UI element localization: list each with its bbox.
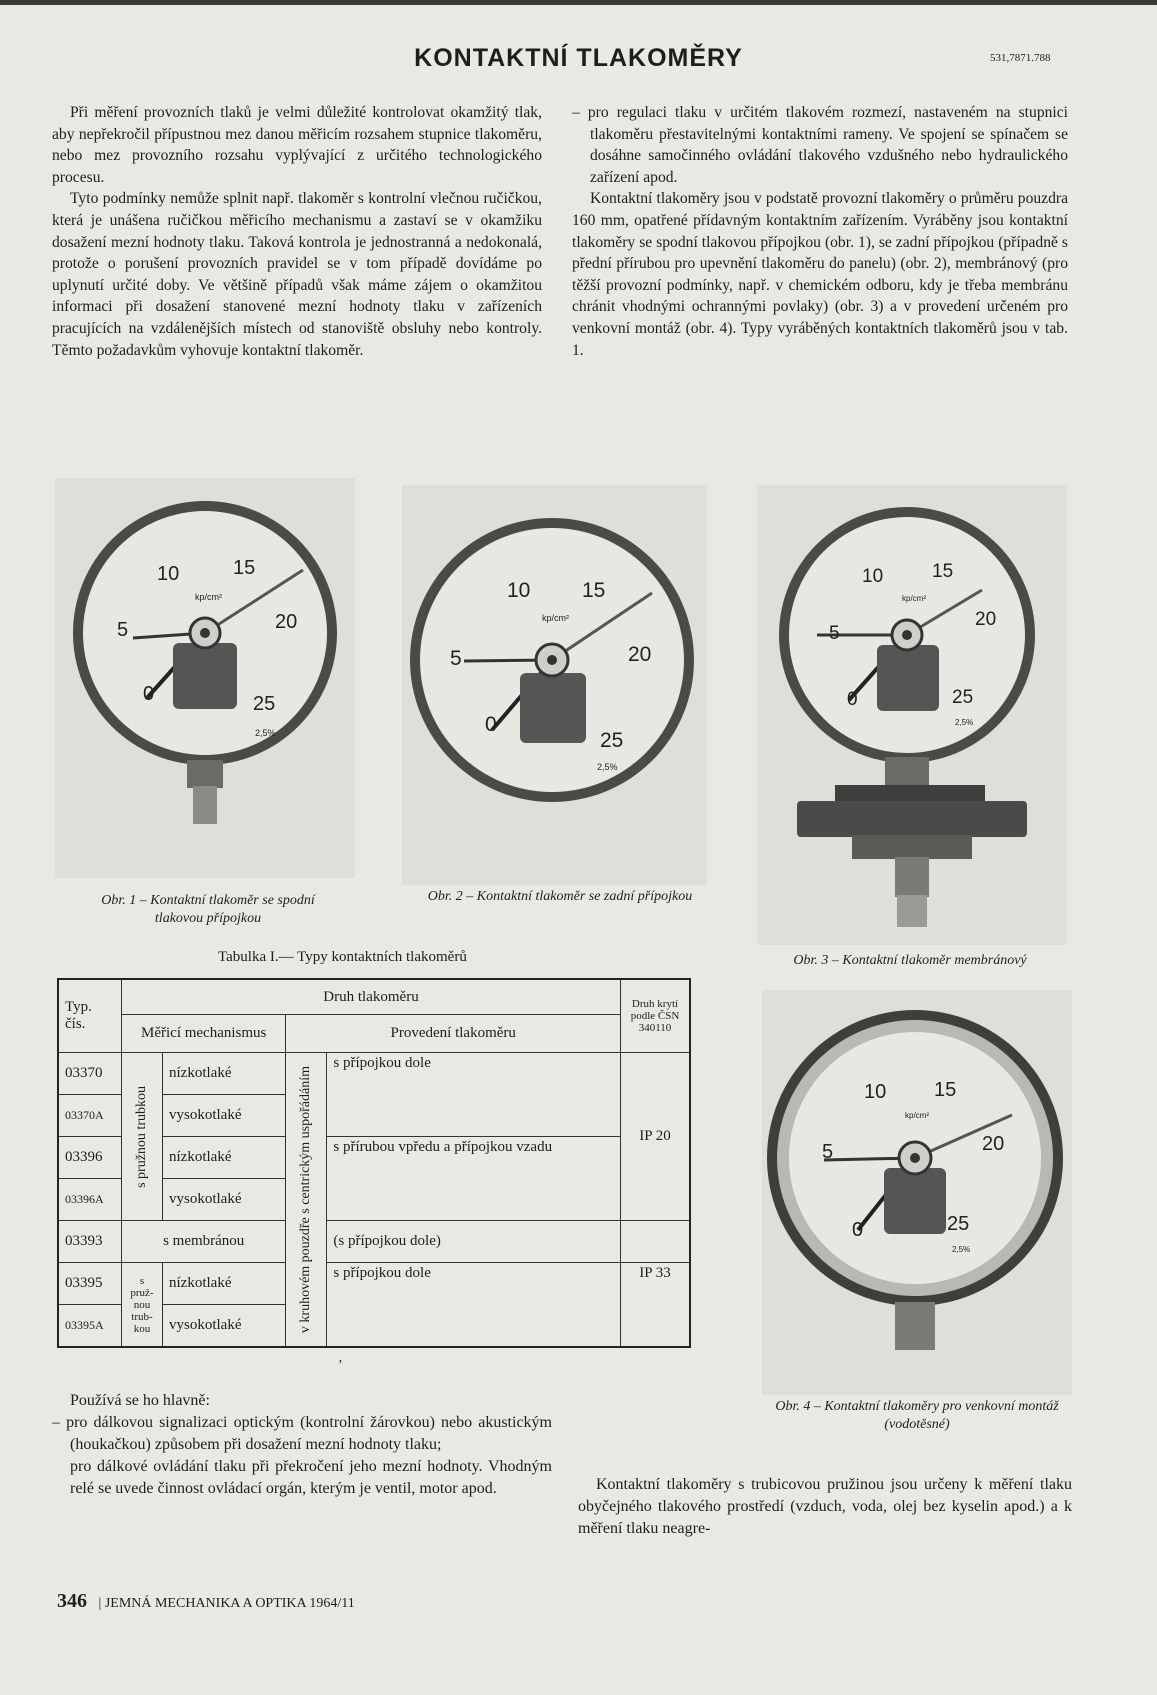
tick-label: 15 <box>932 561 954 582</box>
figure-3-caption: Obr. 3 – Kontaktní tlakoměr membránový <box>793 953 1027 968</box>
table-row-mech: nízkotlaké <box>163 1137 286 1179</box>
table-row-typ: 03395A <box>58 1305 122 1347</box>
table-row-typ: 03396 <box>58 1137 122 1179</box>
gauge-illustration <box>402 485 707 885</box>
unit-label: kp/cm² <box>542 613 569 623</box>
figure-2-caption: Obr. 2 – Kontaktní tlakoměr se zadní přípojkou <box>427 889 693 904</box>
page-footer <box>57 1590 355 1613</box>
tick-label: 20 <box>628 643 652 666</box>
left-column <box>52 102 542 361</box>
figure-4-photo <box>762 990 1072 1395</box>
paragraph: pro dálkové ovládání tlaku při překročení jeho mezní hodnoty. Vhodným relé se uvede činnost ovládací orgán, kterým je ventil, motor apod. <box>70 1458 552 1497</box>
group-pruzna <box>122 1053 163 1221</box>
kryti-ip20: IP 20 <box>621 1053 691 1221</box>
unit-label: kp/cm² <box>195 592 222 602</box>
tick-label: 10 <box>864 1081 887 1103</box>
tick-label: 25 <box>952 687 974 708</box>
tick-label: 5 <box>117 619 129 641</box>
header-druh: Druh tlakoměru <box>122 979 621 1015</box>
header-kryti: Druh krytí podle ČSN 340110 <box>621 979 691 1053</box>
tick-label: 20 <box>982 1133 1005 1155</box>
table-row-mech: vysokotlaké <box>163 1095 286 1137</box>
page-title: KONTAKTNÍ TLAKOMĚRY <box>414 44 743 72</box>
paragraph: Kontaktní tlakoměry s trubicovou pružinou jsou určeny k měření tlaku obyčejného tlakového prostředí (vzduch, voda, olej bez kyselin apod.) a k měření tlaku neagre- <box>578 1476 1072 1537</box>
bottom-left-text <box>52 1390 552 1500</box>
kryti-empty <box>621 1221 691 1263</box>
table-row-typ: 03370 <box>58 1053 122 1095</box>
class-label: 2,5% <box>952 1245 971 1254</box>
table-row-mech: nízkotlaké <box>163 1053 286 1095</box>
table-row-typ: 03370A <box>58 1095 122 1137</box>
group-housing-label: v kruhovém pouzdře s centrickým uspořádáním <box>298 1065 314 1334</box>
classification-code: 531,7871.788 <box>990 52 1051 64</box>
paragraph: Používá se ho hlavně: <box>70 1392 210 1409</box>
group-pruzna-2: s pruž-nou trub-kou <box>122 1263 163 1347</box>
paragraph: Tyto podmínky nemůže splnit např. tlakoměr s kontrolní vlečnou ručičkou, která je unášena ručičkou měřicího mechanismu a zastaví se v okamžiku dosažení mezní hodnoty tlaku. Taková kontrola je jednostranná a nedokonalá, protože o porušení provozních pravidel se v tom případě dovídáme po uplynutí určité doby. Ve většině případů však máme zájem o okamžitou informaci při dosažení stanovené mezní hodnoty tlaku v zařízeních pracujících na vzdálenějších místech od stanoviště obsluhy nebo kontroly. Těmto požadavkům vyhovuje kontaktní tlakoměr. <box>52 190 542 359</box>
types-table <box>57 978 691 1348</box>
header-provedeni: Provedení tlakoměru <box>286 1015 621 1053</box>
figure-1-caption: Obr. 1 – Kontaktní tlakoměr se spodní tlakovou přípojkou <box>101 893 315 926</box>
kryti-ip33: IP 33 <box>621 1263 691 1347</box>
gauge-illustration <box>762 990 1072 1395</box>
class-label: 2,5% <box>255 728 276 738</box>
table-row-mech: nízkotlaké <box>163 1263 286 1305</box>
tick-label: 10 <box>862 566 884 587</box>
tick-label: 15 <box>233 557 256 579</box>
provedeni-1: s přípojkou dole <box>327 1053 621 1137</box>
header-mechanism: Měřicí mechanismus <box>122 1015 286 1053</box>
tick-label: 15 <box>934 1079 957 1101</box>
right-column <box>572 102 1068 361</box>
group-housing <box>286 1053 327 1347</box>
paragraph: – pro dálkovou signalizaci optickým (kontrolní žárovkou) nebo akustickým (houkačkou) způsobem při dosažení mezní hodnoty tlaku; <box>52 1414 552 1453</box>
figure-3-photo <box>757 485 1067 945</box>
tick-label: 5 <box>450 647 462 670</box>
class-label: 2,5% <box>597 762 618 772</box>
gauge-illustration <box>55 478 355 878</box>
footer-separator: | <box>98 1596 102 1611</box>
unit-label: kp/cm² <box>905 1111 929 1120</box>
figure-2-photo <box>402 485 707 885</box>
tick-label: 25 <box>253 693 276 715</box>
tick-label: 20 <box>975 609 997 630</box>
journal-name: JEMNÁ MECHANIKA A OPTIKA 1964/11 <box>104 1596 355 1611</box>
stray-mark: ʼ <box>338 1358 343 1373</box>
tick-label: 0 <box>485 713 497 736</box>
table-row-mech: vysokotlaké <box>163 1179 286 1221</box>
class-label: 2,5% <box>955 718 974 727</box>
table-row-typ: 03393 <box>58 1221 122 1263</box>
provedeni-2: s přírubou vpředu a přípojkou vzadu <box>327 1137 621 1221</box>
paragraph: Při měření provozních tlaků je velmi důležité kontrolovat okamžitý tlak, aby nepřekročil přípustnou mez danou měřicím rozsahem stupnice tlakoměru, nebo mez provozního rozsahu vyplývající z určitého technologického procesu. <box>52 104 542 186</box>
tick-label: 15 <box>582 579 606 602</box>
tick-label: 25 <box>947 1213 970 1235</box>
page-number: 346 <box>57 1590 87 1612</box>
provedeni-3: (s přípojkou dole) <box>327 1221 621 1263</box>
table-row-mech: s membránou <box>122 1221 286 1263</box>
top-rule <box>0 0 1157 5</box>
table-caption: Tabulka I.— Typy kontaktních tlakoměrů <box>218 949 467 965</box>
tick-label: 5 <box>822 1141 834 1163</box>
tick-label: 0 <box>847 689 858 710</box>
figure-1-photo <box>55 478 355 878</box>
table-row-typ: 03395 <box>58 1263 122 1305</box>
bottom-right-text <box>578 1474 1072 1540</box>
tick-label: 25 <box>600 729 624 752</box>
table-row-mech: vysokotlaké <box>163 1305 286 1347</box>
group-pruzna-label: s pružnou trubkou <box>134 1085 149 1188</box>
figure-4-caption: Obr. 4 – Kontaktní tlakoměry pro venkovní montáž (vodotěsné) <box>775 1399 1059 1432</box>
tick-label: 0 <box>852 1219 864 1241</box>
tick-label: 5 <box>829 623 840 644</box>
paragraph: Kontaktní tlakoměry jsou v podstatě provozní tlakoměry o průměru pouzdra 160 mm, opatřené přídavným kontaktním zařízením. Vyráběny jsou kontaktní tlakoměry se spodní tlakovou přípojkou (obr. 1), se zadní přípojkou (případně s přední přírubou pro upevnění tlakoměru do panelu) (obr. 2), membránový (pro těžší provozní podmínky, např. v chemickém odboru, kdy je třeba membránu chránit vhodnými ochrannými povlaky) (obr. 3) a v provedení určeném pro venkovní montáž (obr. 4). Typy vyráběných kontaktních tlakoměrů jsou v tab. 1. <box>572 190 1068 359</box>
tick-label: 10 <box>157 563 180 585</box>
paragraph: – pro regulaci tlaku v určitém tlakovém rozmezí, nastaveném na stupnici tlakoměru přestavitelnými kontaktními rameny. Ve spojení se spínačem se dosáhne samočinného ovládání tlakového vzdušného nebo hydraulického zařízení apod. <box>572 104 1068 186</box>
provedeni-4: s přípojkou dole <box>327 1263 621 1347</box>
header-typ: Typ. čís. <box>58 979 122 1053</box>
table-row-typ: 03396A <box>58 1179 122 1221</box>
tick-label: 20 <box>275 611 298 633</box>
tick-label: 10 <box>507 579 531 602</box>
unit-label: kp/cm² <box>902 594 926 603</box>
tick-label: 0 <box>143 683 155 705</box>
gauge-illustration <box>757 485 1067 945</box>
